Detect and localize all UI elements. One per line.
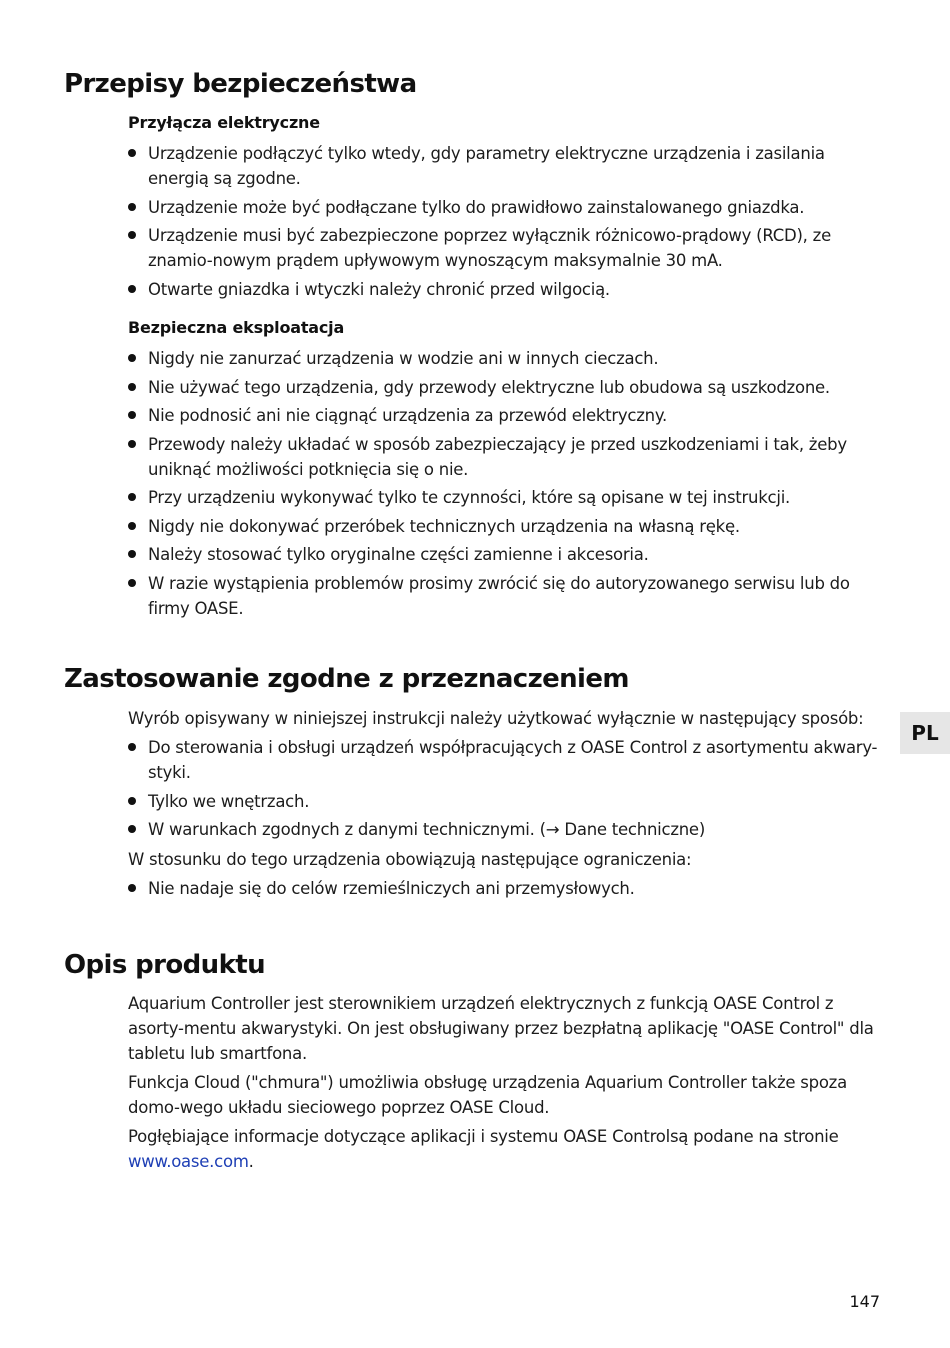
bullet-icon: [128, 440, 136, 448]
bullet-icon: [128, 743, 136, 751]
section-title-intended-use: Zastosowanie zgodne z przeznaczeniem: [64, 664, 629, 694]
electrical-list: [128, 141, 878, 302]
product-description-content: [128, 991, 878, 1178]
bullet-icon: [128, 354, 136, 362]
intended-use-intro: Wyrób opisywany w niniejszej instrukcji należy użytkować wyłącznie w następujący sposób:: [128, 709, 864, 728]
list-item: Przy urządzeniu wykonywać tylko te czynności, które są opisane w tej instrukcji.: [128, 485, 878, 510]
language-tab: PL: [900, 712, 950, 754]
bullet-icon: [128, 493, 136, 501]
list-item: Przewody należy układać w sposób zabezpieczający je przed uszkodzeniami i tak, żeby uniknąć możliwości potknięcia się o nie.: [128, 432, 878, 482]
page-number: 147: [849, 1292, 880, 1311]
bullet-icon: [128, 884, 136, 892]
restrictions-intro: W stosunku do tego urządzenia obowiązują następujące ograniczenia:: [128, 850, 692, 869]
oase-website-link[interactable]: www.oase.com: [128, 1152, 249, 1171]
description-paragraph: Funkcja Cloud ("chmura") umożliwia obsługę urządzenia Aquarium Controller także spoza domo-wego układu sieciowego poprzez OASE Cloud.: [128, 1073, 847, 1117]
bullet-icon: [128, 825, 136, 833]
list-item: Urządzenie może być podłączane tylko do prawidłowo zainstalowanego gniazdka.: [128, 195, 878, 220]
bullet-icon: [128, 550, 136, 558]
description-paragraph-links: Pogłębiające informacje dotyczące aplikacji i systemu OASE Controlsą podane na stronie www.oase.com.: [128, 1127, 839, 1171]
intended-use-content: [128, 706, 878, 905]
subheading-electrical: Przyłącza elektryczne: [128, 113, 320, 132]
safety-content: [128, 112, 878, 305]
bullet-icon: [128, 522, 136, 530]
bullet-icon: [128, 797, 136, 805]
section-title-safety: Przepisy bezpieczeństwa: [64, 69, 417, 99]
list-item: Nie nadaje się do celów rzemieślniczych ani przemysłowych.: [128, 876, 878, 901]
list-item: Otwarte gniazdka i wtyczki należy chronić przed wilgocią.: [128, 277, 878, 302]
list-item: W warunkach zgodnych z danymi technicznymi. (→ Dane techniczne): [128, 817, 878, 842]
bullet-icon: [128, 411, 136, 419]
list-item: Nigdy nie zanurzać urządzenia w wodzie ani w innych cieczach.: [128, 346, 878, 371]
list-item: Nie podnosić ani nie ciągnąć urządzenia za przewód elektryczny.: [128, 403, 878, 428]
list-item: Tylko we wnętrzach.: [128, 789, 878, 814]
list-item: Urządzenie musi być zabezpieczone poprzez wyłącznik różnicowo-prądowy (RCD), ze znamio-nowym prądem upływowym wynoszącym maksymalnie 30 mA.: [128, 223, 878, 273]
subheading-operation: Bezpieczna eksploatacja: [128, 318, 345, 337]
bullet-icon: [128, 203, 136, 211]
list-item: Do sterowania i obsługi urządzeń współpracujących z OASE Control z asortymentu akwary-styki.: [128, 735, 878, 785]
bullet-icon: [128, 285, 136, 293]
section-title-product-description: Opis produktu: [64, 950, 265, 980]
restrictions-list: [128, 876, 878, 901]
list-item: Nie używać tego urządzenia, gdy przewody elektryczne lub obudowa są uszkodzone.: [128, 375, 878, 400]
bullet-icon: [128, 149, 136, 157]
bullet-icon: [128, 231, 136, 239]
description-paragraph: Aquarium Controller jest sterownikiem urządzeń elektrycznych z funkcją OASE Control z asorty-mentu akwarystyki. On jest obsługiwany przez bezpłatną aplikację "OASE Control" dla tabletu lub smartfona.: [128, 994, 874, 1063]
bullet-icon: [128, 383, 136, 391]
operation-list: [128, 346, 878, 621]
operation-content: [128, 317, 878, 624]
list-item: Należy stosować tylko oryginalne części zamienne i akcesoria.: [128, 542, 878, 567]
list-item: Nigdy nie dokonywać przeróbek technicznych urządzenia na własną rękę.: [128, 514, 878, 539]
intended-use-list: [128, 735, 878, 842]
list-item: W razie wystąpienia problemów prosimy zwrócić się do autoryzowanego serwisu lub do firmy OASE.: [128, 571, 878, 621]
list-item: Urządzenie podłączyć tylko wtedy, gdy parametry elektryczne urządzenia i zasilania energią są zgodne.: [128, 141, 878, 191]
bullet-icon: [128, 579, 136, 587]
